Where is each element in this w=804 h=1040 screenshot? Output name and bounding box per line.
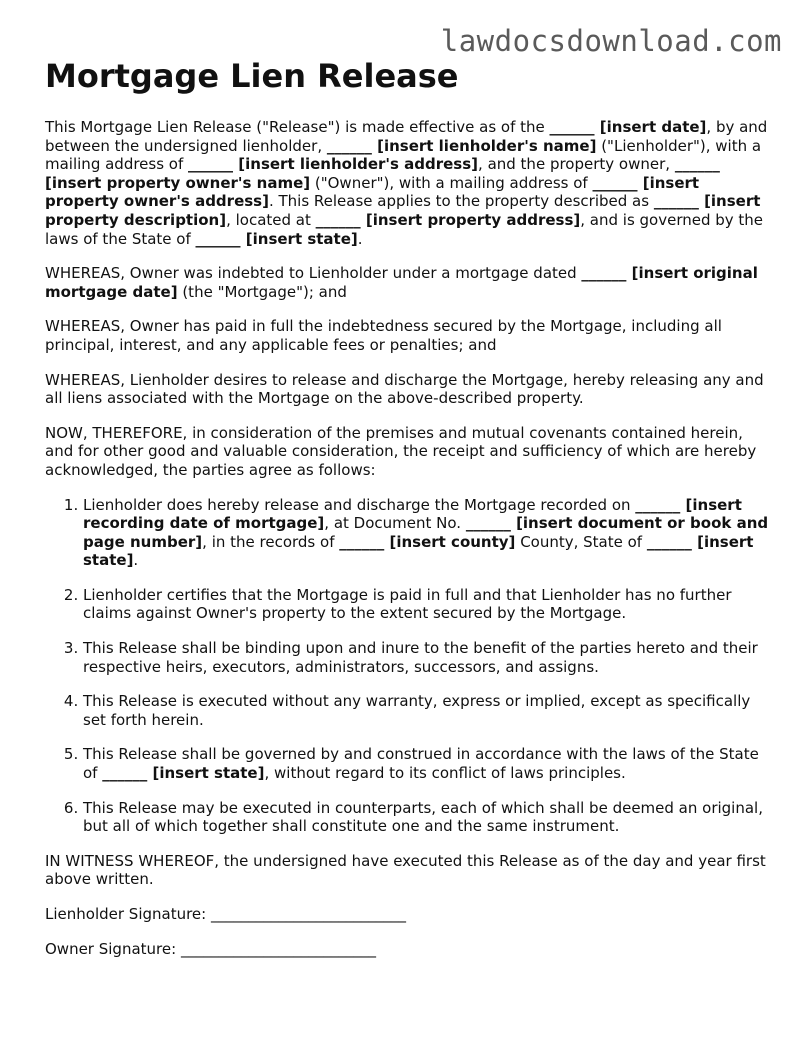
now-therefore-paragraph: NOW, THEREFORE, in consideration of the premises and mutual covenants contained herein, and for other good and valuable consideration, the receipt and sufficiency of which are hereby acknowledged, the parties agree as follows: (45, 423, 757, 479)
owner-signature-field[interactable]: __________________________ (180, 939, 376, 958)
blank-field: ______ [insert property description] (45, 192, 761, 229)
agreement-terms-list (45, 496, 769, 836)
blank-field: ______ [insert property address] (315, 210, 581, 229)
blank-field: ______ [insert state] (83, 532, 754, 570)
blank-field: ______ [insert original mortgage date] (45, 264, 758, 301)
witness-paragraph: IN WITNESS WHEREOF, the undersigned have executed this Release as of the day and year first above written. (45, 851, 766, 889)
blank-field: ______ [insert property owner's address] (45, 173, 700, 211)
blank-field: ______ [insert lienholder's address] (188, 155, 479, 174)
blank-field: ______ [insert date] (549, 118, 707, 136)
term-item-6: 6. This Release may be executed in counterparts, each of which shall be deemed an original, but all of which together shall constitute one and the same instrument. (83, 799, 769, 836)
lienholder-signature-field[interactable]: __________________________ (210, 905, 406, 923)
whereas-paragraph-3: WHEREAS, Lienholder desires to release and discharge the Mortgage, hereby releasing any and all liens associated with the Mortgage on the above-described property. (45, 370, 764, 408)
whereas-paragraph-1: WHEREAS, Owner was indebted to Lienholder under a mortgage dated ______ [insert original mortgage date] (the "Mortgage"); and (45, 264, 758, 301)
document-body (45, 56, 769, 974)
intro-paragraph: This Mortgage Lien Release ("Release") is made effective as of the ______ [insert date], by and between the undersigned lienholder, ______ [insert lienholder's name] ("Lienholder"), with a mailing address of ______ [insert lienholder's address], and the property owner, ______ [insert property owner's name] ("Owner"), with a mailing address of ______ [insert property owner's address]. This Release applies to the property described as ______ [insert property description], located at ______ [insert property address], and is governed by the laws of the State of ______ [insert state]. (45, 118, 768, 248)
term-item-5: 5. This Release shall be governed by and construed in accordance with the laws of the State of ______ [insert state], without regard to its conflict of laws principles. (83, 745, 769, 782)
document-title: Mortgage Lien Release (45, 57, 459, 95)
blank-field: ______ [insert property owner's name] (45, 155, 720, 192)
term-item-3: 3. This Release shall be binding upon and inure to the benefit of the parties hereto and their respective heirs, executors, administrators, successors, and assigns. (83, 639, 769, 676)
blank-field: ______ [insert state] (195, 229, 358, 248)
term-item-1: 1. Lienholder does hereby release and discharge the Mortgage recorded on ______ [insert recording date of mortgage], at Document No. ______ [insert document or book and page number], in the records of ______ [insert county] County, State of ______ [insert state]. (83, 496, 769, 570)
blank-field: ______ [insert recording date of mortgage] (83, 495, 742, 533)
blank-field: ______ [insert lienholder's name] (326, 136, 597, 155)
blank-field: ______ [insert document or book and page number] (83, 514, 769, 551)
term-item-4: 4. This Release is executed without any warranty, express or implied, except as specifically set forth herein. (83, 692, 769, 729)
watermark: lawdocsdownload.com (440, 24, 782, 58)
term-item-2: 2. Lienholder certifies that the Mortgage is paid in full and that Lienholder has no further claims against Owner's property to the extent secured by the Mortgage. (83, 586, 769, 623)
owner-signature-line: Owner Signature: __________________________ (45, 939, 376, 958)
whereas-paragraph-2: WHEREAS, Owner has paid in full the indebtedness secured by the Mortgage, including all principal, interest, and any applicable fees or penalties; and (45, 317, 722, 354)
lienholder-signature-line: Lienholder Signature: __________________________ (45, 905, 406, 923)
blank-field: ______ [insert state] (102, 764, 265, 783)
blank-field: ______ [insert county] (339, 532, 516, 551)
